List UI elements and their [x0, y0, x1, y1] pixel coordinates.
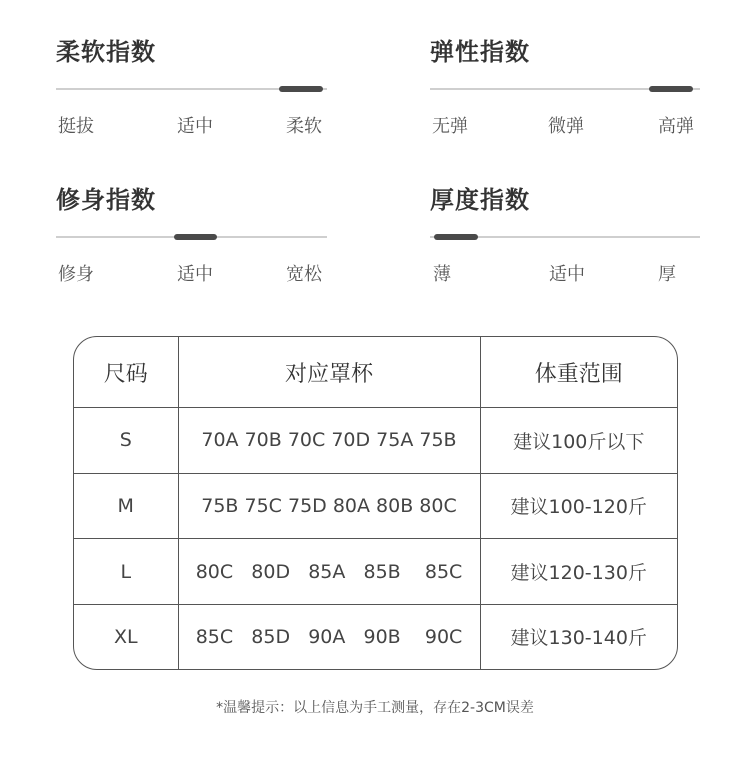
size-chart-table: [73, 336, 678, 670]
fit-index-title: 修身指数: [56, 186, 156, 214]
fit-label-low: 修身: [58, 264, 94, 285]
size-cell: L: [74, 539, 178, 605]
thickness-indicator: [434, 234, 478, 240]
header-size: 尺码: [74, 337, 178, 408]
size-cell: M: [74, 473, 178, 539]
softness-label-low: 挺拔: [58, 116, 94, 137]
fit-indicator: [174, 234, 217, 240]
cup-cell: 70A 70B 70C 70D 75A 75B: [178, 408, 480, 474]
weight-cell: 建议130-140斤: [510, 627, 647, 650]
cup-cell: 80C 80D 85A 85B 85C: [178, 539, 480, 605]
elasticity-label-high: 高弹: [658, 116, 694, 137]
elasticity-label-mid: 微弹: [548, 116, 584, 137]
softness-label-mid: 适中: [177, 116, 213, 137]
table-row: [74, 539, 677, 605]
fit-index: [56, 180, 328, 290]
table-row: [74, 473, 677, 539]
thickness-index-title: 厚度指数: [430, 186, 530, 214]
table-header-row: [74, 337, 677, 408]
cup-cell: 85C 85D 90A 90B 90C: [178, 604, 480, 669]
cup-cell: 75B 75C 75D 80A 80B 80C: [178, 473, 480, 539]
elasticity-label-low: 无弹: [432, 116, 468, 137]
softness-index: [56, 32, 328, 142]
softness-label-high: 柔软: [286, 116, 322, 137]
fit-label-high: 宽松: [286, 264, 322, 285]
table-row: [74, 408, 677, 474]
thickness-label-high: 厚: [658, 264, 676, 285]
size-cell: S: [74, 408, 178, 474]
softness-track: [56, 88, 327, 90]
weight-cell: 建议120-130斤: [480, 539, 677, 605]
elasticity-track: [430, 88, 700, 90]
header-weight: 体重范围: [480, 337, 677, 408]
thickness-index: [430, 180, 702, 290]
elasticity-index: [430, 32, 702, 142]
table-row: [74, 604, 677, 669]
thickness-label-low: 薄: [433, 264, 451, 285]
thickness-label-mid: 适中: [549, 264, 585, 285]
fit-track: [56, 236, 327, 238]
header-cup: 对应罩杯: [178, 337, 480, 408]
elasticity-index-title: 弹性指数: [430, 38, 530, 66]
weight-cell: 建议100-120斤: [480, 473, 677, 539]
thickness-track: [430, 236, 700, 238]
measurement-footnote: *温馨提示：以上信息为手工测量，存在2-3CM误差: [216, 700, 534, 716]
fit-label-mid: 适中: [177, 264, 213, 285]
softness-index-title: 柔软指数: [56, 38, 156, 66]
softness-indicator: [279, 86, 323, 92]
size-cell: XL: [74, 604, 178, 669]
elasticity-indicator: [649, 86, 693, 92]
weight-cell: 建议100斤以下: [480, 408, 677, 474]
